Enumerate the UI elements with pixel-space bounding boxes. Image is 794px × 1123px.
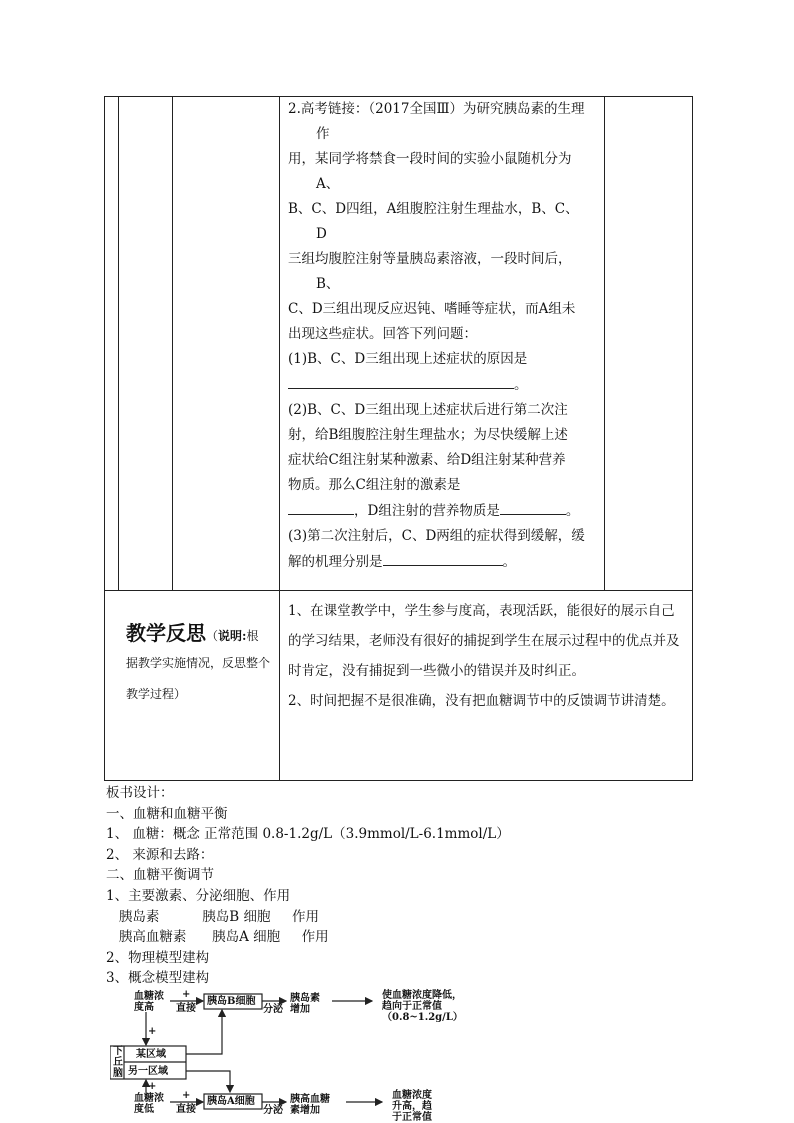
region-1-label: 某区域 <box>136 1049 166 1060</box>
direct-label: 直接 <box>176 1104 196 1115</box>
alpha-cell-label: 胰岛A细胞 <box>207 1096 255 1107</box>
board-line: 1、主要激素、分泌细胞、作用 <box>106 887 291 904</box>
plus-sign: + <box>148 1026 157 1037</box>
reflection-point: 1、在课堂教学中，学生参与度高，表现活跃，能很好的展示自己的学习结果，老师没有很好的捕捉到学生在展示过程中的优点并及时肯定，没有捕捉到一些微小的错误并及时纠正。 <box>288 603 680 679</box>
board-line: 2、物理模型建构 <box>106 949 210 966</box>
plus-sign: + <box>182 1090 191 1101</box>
question-line: 用，某同学将禁食一段时间的实验小鼠随机分为 <box>288 151 572 167</box>
direct-label: 直接 <box>176 1003 196 1014</box>
table-col-divider <box>279 96 280 781</box>
punctuation: 。 <box>565 503 580 519</box>
board-line: 1、 血糖：概念 正常范围 0.8-1.2g/L（3.9mmol/L-6.1mmol/L） <box>106 826 510 843</box>
board-line: 二、血糖平衡调节 <box>106 867 214 884</box>
question-line: A、 <box>316 176 340 192</box>
note-text: 据教学实施情况，反思整个 <box>126 656 271 670</box>
question-text: ，D组注射的营养物质是 <box>354 503 500 519</box>
answer-blank[interactable] <box>500 498 566 515</box>
board-line: 板书设计： <box>106 785 174 801</box>
answer-line-q3 <box>288 549 600 575</box>
question-line: (1)B、C、D三组出现上述症状的原因是 <box>288 351 528 367</box>
plus-sign: + <box>148 1081 157 1092</box>
insulin-label: 胰岛素 增加 <box>290 993 320 1015</box>
note-bold: 说明: <box>218 629 247 643</box>
table-col-divider <box>172 96 173 590</box>
board-line: 3、概念模型建构 <box>106 970 210 987</box>
question-line: 射，给B组腹腔注射生理盐水；为尽快缓解上述 <box>288 427 568 443</box>
answer-blank[interactable] <box>288 498 354 515</box>
beta-cell-label: 胰岛B细胞 <box>207 996 256 1007</box>
lesson-table <box>104 96 693 780</box>
board-line: 2、 来源和去路： <box>106 846 214 863</box>
reflection-title: 教学反思 <box>126 621 206 645</box>
question-line: D <box>316 226 327 242</box>
question-line: (2)B、C、D三组出现上述症状后进行第二次注 <box>288 402 568 418</box>
high-glucose-label: 血糖浓 度高 <box>134 991 164 1013</box>
region-2-label: 另一区域 <box>128 1066 168 1077</box>
board-line: 胰高血糖素 胰岛A 细胞 作用 <box>106 929 329 946</box>
result-high-label: 血糖浓度 升高，趋 于正常值 <box>392 1090 432 1123</box>
question-line: 作 <box>316 126 330 142</box>
board-line: 胰岛素 胰岛B 细胞 作用 <box>106 908 319 925</box>
plus-sign: + <box>182 989 191 1000</box>
question-line: 物质。那么C组注射的激素是 <box>288 477 461 493</box>
question-line: B、C、D四组，A组腹腔注射生理盐水，B、C、 <box>288 201 579 217</box>
low-glucose-label: 血糖浓 度低 <box>134 1093 164 1115</box>
question-line: C、D三组出现反应迟钝、嗜睡等症状，而A组未 <box>288 301 576 317</box>
hypothalamus-label: 下 丘 脑 <box>113 1046 123 1079</box>
answer-line-q2 <box>288 498 600 524</box>
concept-model-diagram <box>110 988 510 1123</box>
table-border-right <box>692 96 693 781</box>
result-low-label: 使血糖浓度降低， 趋向于正常值 （0.8~1.2g/L） <box>382 990 463 1023</box>
table-row-divider <box>104 590 693 591</box>
board-design <box>106 783 510 989</box>
answer-blank[interactable] <box>288 372 514 389</box>
question-line: 症状给C组注射某种激素、给D组注射某种营养 <box>288 452 566 468</box>
exam-question <box>288 97 600 575</box>
question-text: 解的机理分别是 <box>288 554 383 570</box>
question-line: B、 <box>316 276 340 292</box>
reflection-body <box>288 596 688 716</box>
note-open: （ <box>206 629 219 643</box>
reflection-point: 2、时间把握不是很准确，没有把血糖调节中的反馈调节讲清楚。 <box>288 693 675 709</box>
table-col-divider <box>118 96 119 590</box>
glucagon-label: 胰高血糖 素增加 <box>290 1094 330 1116</box>
secrete-label: 分泌 <box>263 1004 283 1015</box>
reflection-label <box>126 620 274 711</box>
question-line: 出现这些症状。回答下列问题： <box>288 326 477 342</box>
answer-blank[interactable] <box>383 549 503 566</box>
table-col-divider <box>604 96 605 590</box>
note-text: 教学过程） <box>126 687 187 701</box>
punctuation: 。 <box>502 554 516 570</box>
question-line: 2.高考链接：（2017全国Ⅲ）为研究胰岛素的生理 <box>288 101 585 117</box>
table-border-left <box>104 96 105 781</box>
arrow <box>186 1010 222 1054</box>
question-line: 三组均腹腔注射等量胰岛素溶液，一段时间后， <box>288 251 572 267</box>
answer-line-q1 <box>288 372 600 398</box>
question-line: (3)第二次注射后，C、D两组的症状得到缓解，缓 <box>288 528 585 544</box>
punctuation: 。 <box>514 377 528 393</box>
table-border-bottom <box>104 780 693 781</box>
secrete-label: 分泌 <box>263 1105 283 1116</box>
board-line: 一、血糖和血糖平衡 <box>106 805 228 822</box>
note-text: 根 <box>246 629 259 643</box>
arrow <box>186 1071 230 1092</box>
